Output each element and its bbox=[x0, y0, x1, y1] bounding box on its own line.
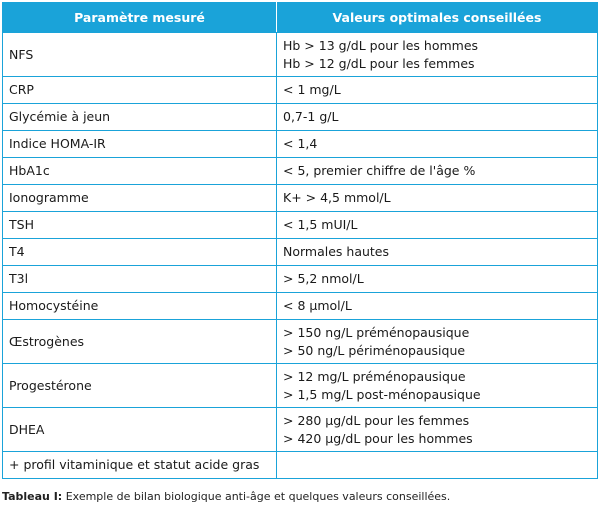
parameter-cell: DHEA bbox=[3, 408, 277, 452]
value-line: > 150 ng/L préménopausique bbox=[283, 325, 470, 340]
value-line: > 280 µg/dL pour les femmes bbox=[283, 413, 470, 428]
table-row bbox=[3, 452, 598, 479]
value-cell bbox=[277, 212, 598, 239]
parameter-cell: Homocystéine bbox=[3, 293, 277, 320]
value-line: < 8 µmol/L bbox=[283, 298, 352, 314]
parameter-cell: + profil vitaminique et statut acide gras bbox=[3, 452, 277, 479]
header-parameter: Paramètre mesuré bbox=[3, 3, 277, 33]
value-line: Hb > 12 g/dL pour les femmes bbox=[283, 55, 475, 71]
biology-table-container bbox=[2, 2, 597, 479]
table-row bbox=[3, 185, 598, 212]
parameter-cell: TSH bbox=[3, 212, 277, 239]
table-row bbox=[3, 212, 598, 239]
table-row bbox=[3, 266, 598, 293]
parameter-cell: T3l bbox=[3, 266, 277, 293]
value-line: Hb > 13 g/dL pour les hommes bbox=[283, 38, 479, 53]
table-header-row bbox=[3, 3, 598, 33]
value-cell bbox=[277, 266, 598, 293]
table-row bbox=[3, 131, 598, 158]
parameter-cell: CRP bbox=[3, 77, 277, 104]
value-cell bbox=[277, 408, 598, 452]
table-row bbox=[3, 293, 598, 320]
value-cell bbox=[277, 452, 598, 479]
table-row bbox=[3, 158, 598, 185]
table-row bbox=[3, 77, 598, 104]
value-line: > 1,5 mg/L post-ménopausique bbox=[283, 386, 481, 402]
value-cell bbox=[277, 104, 598, 131]
value-line: < 1,4 bbox=[283, 136, 318, 152]
value-cell bbox=[277, 33, 598, 77]
value-cell bbox=[277, 293, 598, 320]
value-cell bbox=[277, 320, 598, 364]
value-cell bbox=[277, 158, 598, 185]
value-line: Normales hautes bbox=[283, 244, 390, 260]
value-cell bbox=[277, 239, 598, 266]
value-line: < 1 mg/L bbox=[283, 82, 341, 98]
table-caption bbox=[2, 490, 450, 503]
value-cell bbox=[277, 364, 598, 408]
value-line: > 420 µg/dL pour les hommes bbox=[283, 430, 473, 446]
value-line: < 1,5 mUI/L bbox=[283, 217, 358, 233]
header-optimal-values: Valeurs optimales conseillées bbox=[277, 3, 598, 33]
parameter-cell: HbA1c bbox=[3, 158, 277, 185]
table-row bbox=[3, 104, 598, 131]
value-line: > 5,2 nmol/L bbox=[283, 271, 364, 287]
parameter-cell: Ionogramme bbox=[3, 185, 277, 212]
parameter-cell: Indice HOMA-IR bbox=[3, 131, 277, 158]
table-body bbox=[3, 33, 598, 479]
caption-text: Exemple de bilan biologique anti-âge et quelques valeurs conseillées. bbox=[62, 490, 451, 503]
caption-label: Tableau I: bbox=[2, 490, 63, 503]
table-row bbox=[3, 239, 598, 266]
parameter-cell: Œstrogènes bbox=[3, 320, 277, 364]
parameter-cell: Glycémie à jeun bbox=[3, 104, 277, 131]
biology-values-table bbox=[2, 2, 598, 479]
table-row bbox=[3, 320, 598, 364]
table-row bbox=[3, 364, 598, 408]
value-cell bbox=[277, 185, 598, 212]
value-line: > 50 ng/L périménopausique bbox=[283, 342, 466, 358]
parameter-cell: NFS bbox=[3, 33, 277, 77]
value-line: > 12 mg/L préménopausique bbox=[283, 369, 466, 384]
value-line: < 5, premier chiffre de l'âge % bbox=[283, 163, 476, 179]
parameter-cell: T4 bbox=[3, 239, 277, 266]
parameter-cell: Progestérone bbox=[3, 364, 277, 408]
value-cell bbox=[277, 77, 598, 104]
value-line: K+ > 4,5 mmol/L bbox=[283, 190, 391, 206]
value-cell bbox=[277, 131, 598, 158]
value-line: 0,7-1 g/L bbox=[283, 109, 339, 125]
table-row bbox=[3, 408, 598, 452]
table-row bbox=[3, 33, 598, 77]
